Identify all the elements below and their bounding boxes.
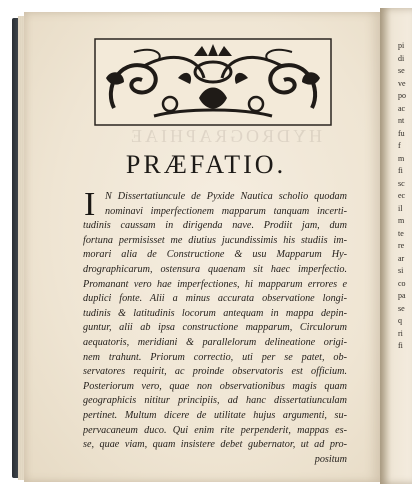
text-line: servatores requirit, ac proinde observatoris est officium. xyxy=(83,366,347,378)
text-line: Promanant vero hae imperfectiones, hi mapparum errores e xyxy=(83,278,347,290)
preface-body xyxy=(83,186,347,467)
text-line: tudinis caussam in dirigenda nave. Prodiit jam, dum xyxy=(83,220,347,232)
text-line: pervacaneum duco. Qui enim rite perpenderit, mappas es- xyxy=(83,424,347,436)
text-line: morari alia de Constructione & usu Mapparum Hy- xyxy=(83,249,347,261)
text-line: geographicis nititur principiis, ad hanc dissertatiunculam xyxy=(83,395,347,407)
drop-cap: I xyxy=(84,186,96,223)
page-title: PRÆFATIO. xyxy=(125,150,287,179)
catchword: positum xyxy=(314,453,347,465)
facing-page-text: pi di se ve po ac nt fu f m fi sc ec il m te re ar si co pa se q ri fi xyxy=(398,41,406,350)
text-line: pertinet. Multum dicere de utilitate hujus argumenti, su- xyxy=(83,409,347,421)
text-line: aequatoris, meridiani & parallelorum delineatione origi- xyxy=(83,336,347,348)
text-line: nem trahunt. Priorum correctio, uti per se patet, ob- xyxy=(83,351,347,363)
ornamental-headpiece-icon xyxy=(94,38,332,126)
text-line: se, quae viam, quam insistere debet gubernator, ut ad pro- xyxy=(83,439,347,451)
text-line: nominavi imperfectionem mapparum tanquam incerti- xyxy=(105,205,347,217)
text-line: fortuna permisisset me diutius jucundissimis his studiis im- xyxy=(83,234,347,246)
text-line: duplici fonte. Alii a minus accurata observatione longi- xyxy=(83,293,347,305)
text-line: N Dissertatiuncule de Pyxide Nautica scholio quodam xyxy=(105,191,347,202)
text-line: drographicarum, ostensura quaenam sit haec imperfectio. xyxy=(83,263,347,275)
text-line: Posteriorum vero, quae non observationibus magis quam xyxy=(83,380,347,392)
text-line: tudinis & latitudinis locorum antequam in mappa depin- xyxy=(83,307,347,319)
text-line: guntur, alii ab ipsa constructione mapparum, Circulorum xyxy=(83,322,347,334)
